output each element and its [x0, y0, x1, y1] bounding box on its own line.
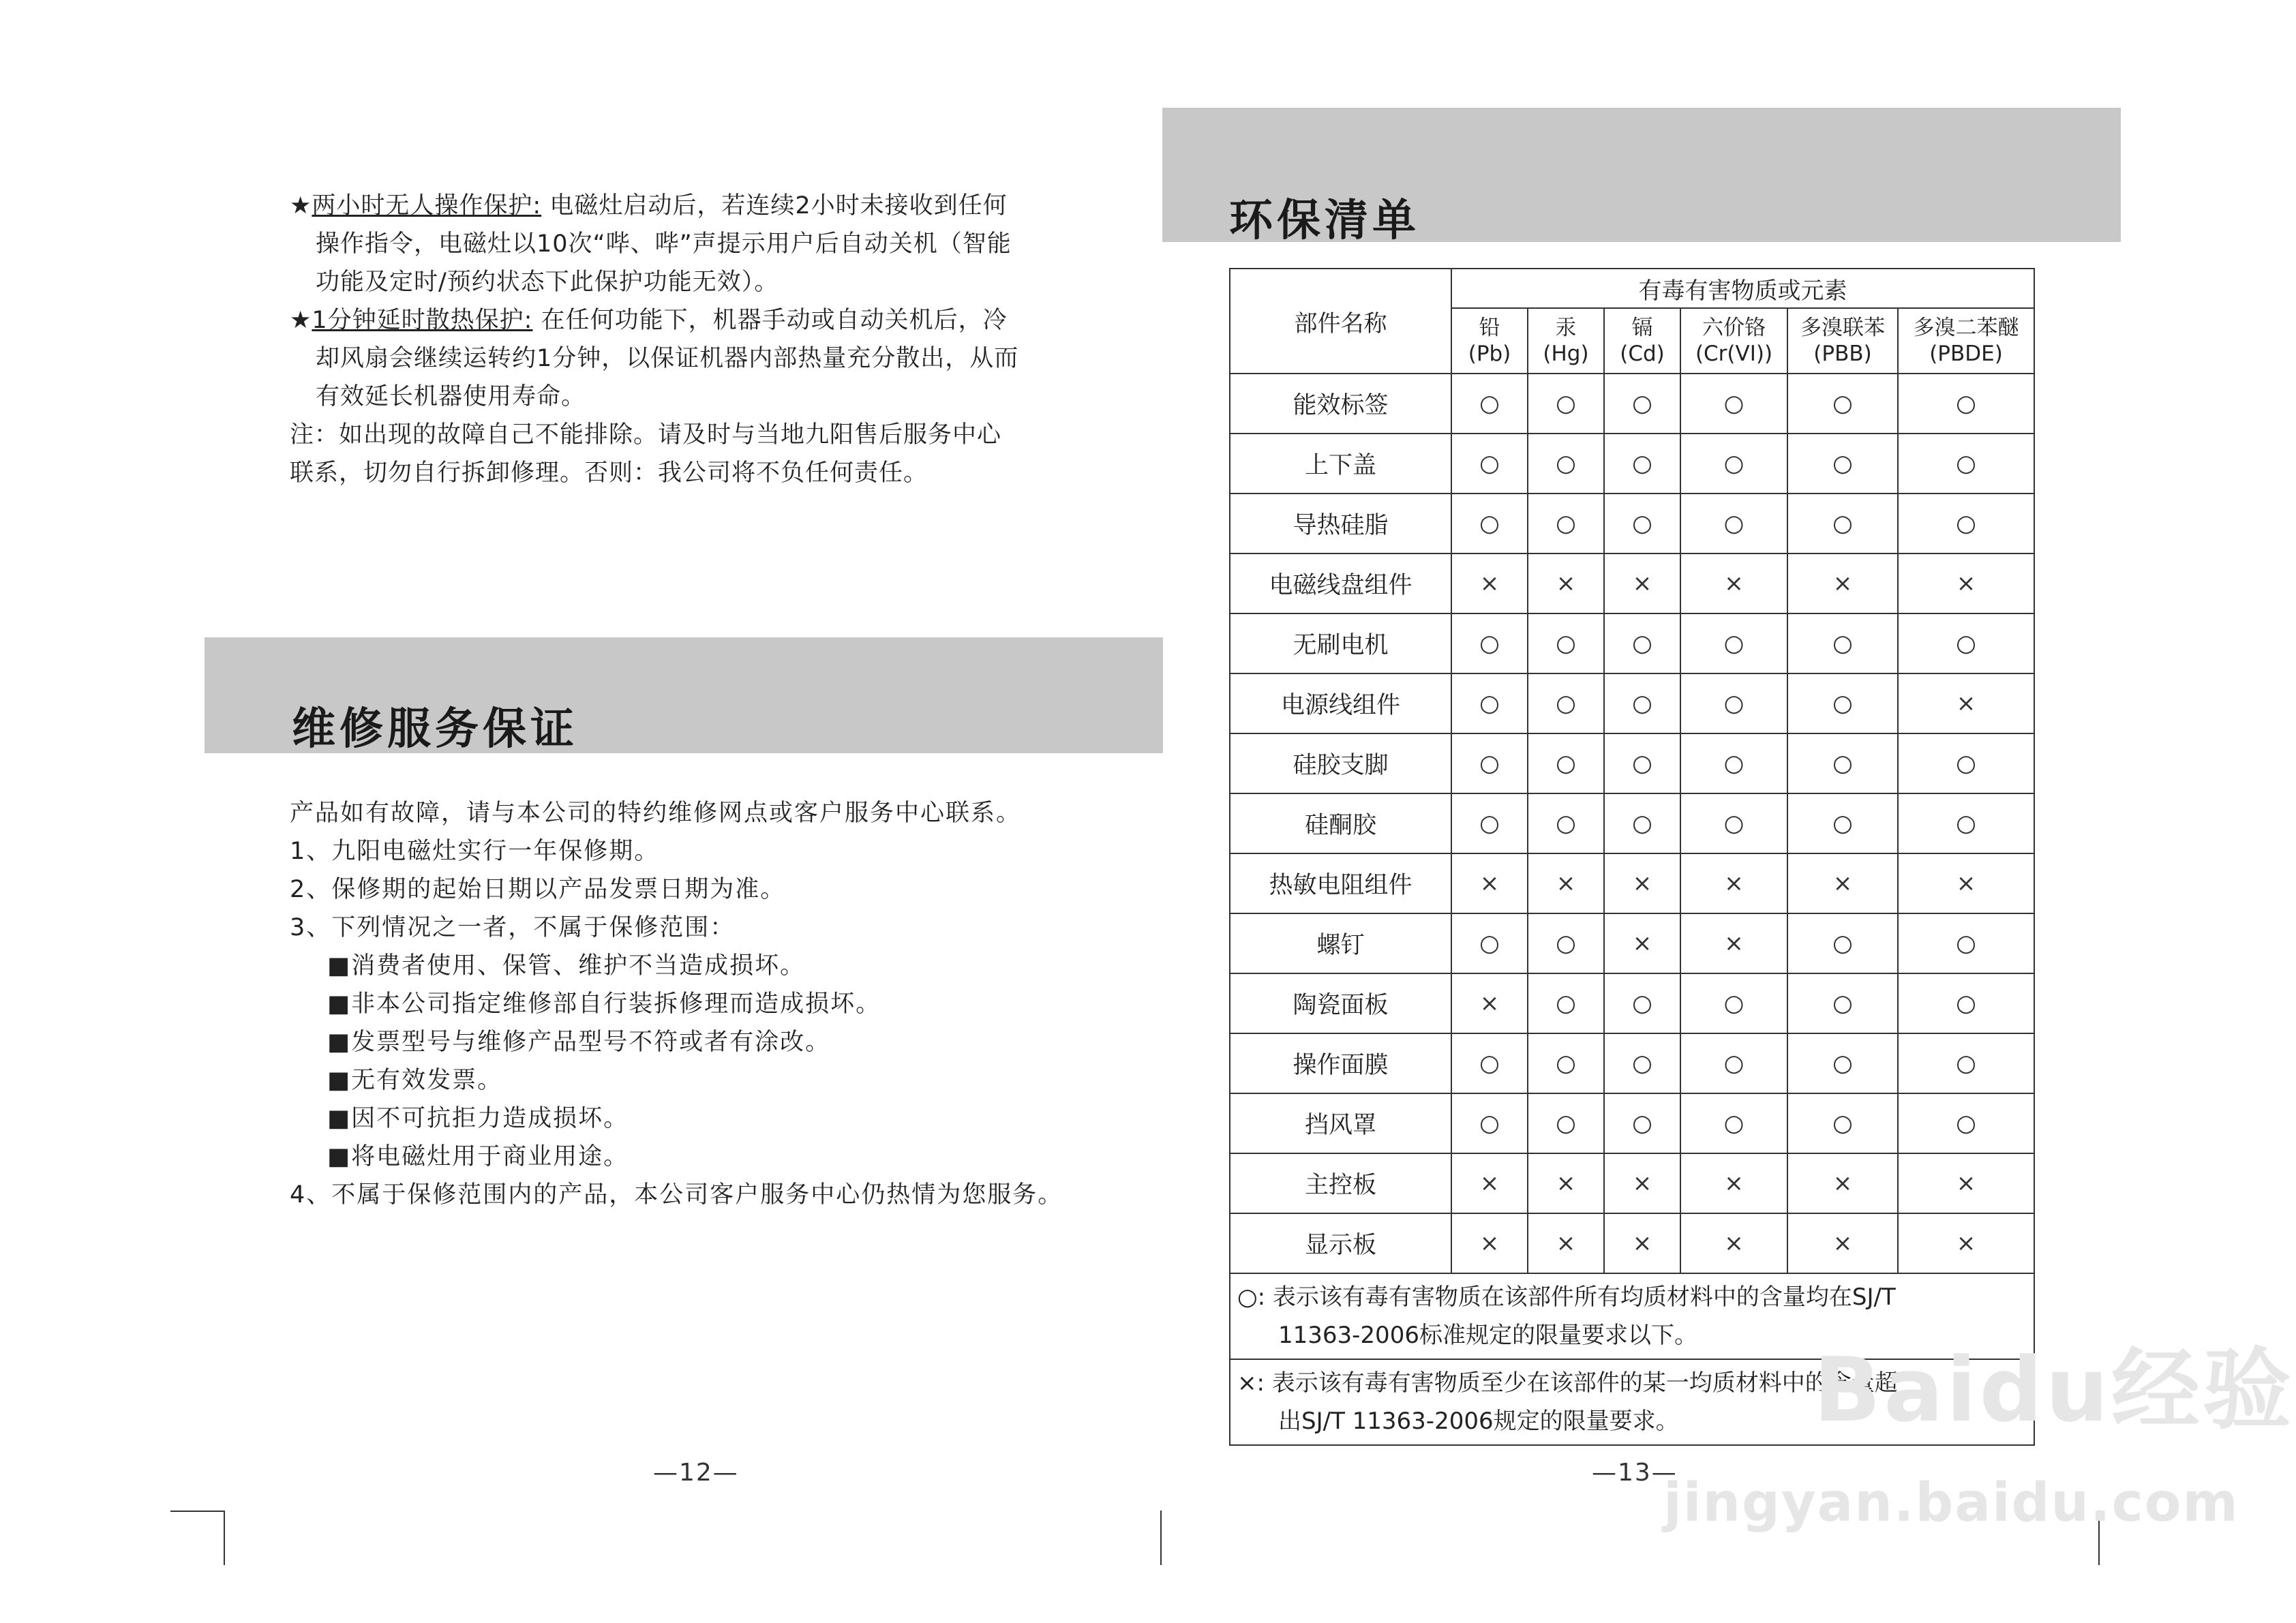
table-cell: × [1680, 553, 1787, 613]
table-row [1230, 853, 2034, 913]
col-header-substance: 镉 (Cd) [1604, 308, 1680, 374]
table-cell: ○ [1451, 913, 1528, 973]
legend-circle: ○: 表示该有毒有害物质在该部件所有均质材料中的含量均在SJ/T 11363-2006标准规定的限量要求以下。 [1230, 1273, 2034, 1359]
table-cell: × [1604, 553, 1680, 613]
table-cell: ○ [1451, 793, 1528, 853]
section-title-env: 环保清单 [1229, 196, 1420, 246]
table-cell: ○ [1898, 494, 2034, 553]
col-header-substance: 多溴二苯醚 (PBDE) [1898, 308, 2034, 374]
table-cell: × [1604, 913, 1680, 973]
table-row [1230, 1153, 2034, 1213]
list-item: ■发票型号与维修产品型号不符或者有涂改。 [327, 1029, 831, 1056]
table-cell: ○ [1898, 1033, 2034, 1093]
table-cell: ○ [1528, 793, 1604, 853]
table-cell: ○ [1528, 1033, 1604, 1093]
table-row [1230, 913, 2034, 973]
table-cell: ○ [1528, 434, 1604, 494]
table-cell: ○ [1787, 973, 1898, 1033]
table-cell: ○ [1451, 374, 1528, 434]
page-number-right: —13— [1592, 1459, 1678, 1487]
table-cell: ○ [1680, 973, 1787, 1033]
table-cell: ○ [1680, 434, 1787, 494]
table-cell: ○ [1898, 793, 2034, 853]
crop-mark [170, 1511, 225, 1512]
table-cell: × [1528, 1213, 1604, 1273]
section-title-service: 维修服务保证 [292, 704, 578, 755]
table-cell: ○ [1604, 374, 1680, 434]
part-name: 导热硅脂 [1230, 494, 1451, 553]
table-row [1230, 494, 2034, 553]
part-name: 螺钉 [1230, 913, 1451, 973]
table-cell: ○ [1787, 613, 1898, 673]
table-cell: × [1898, 853, 2034, 913]
table-cell: ○ [1604, 1093, 1680, 1153]
table-cell: × [1451, 973, 1528, 1033]
table-cell: ○ [1680, 1033, 1787, 1093]
table-row [1230, 793, 2034, 853]
table-cell: × [1787, 853, 1898, 913]
table-cell: × [1451, 553, 1528, 613]
table-cell: ○ [1604, 1033, 1680, 1093]
table-cell: ○ [1787, 913, 1898, 973]
list-item: ■无有效发票。 [327, 1067, 503, 1094]
table-cell: ○ [1451, 1093, 1528, 1153]
table-cell: ○ [1898, 973, 2034, 1033]
part-name: 陶瓷面板 [1230, 973, 1451, 1033]
crop-mark [1160, 1511, 1162, 1565]
note-one-minute: ★1分钟延时散热保护: 在任何功能下，机器手动或自动关机后，冷 [290, 307, 1008, 334]
group-header: 有毒有害物质或元素 [1451, 269, 2034, 308]
col-header-substance: 铅 (Pb) [1451, 308, 1528, 374]
crop-mark [224, 1511, 225, 1565]
table-cell: ○ [1604, 613, 1680, 673]
table-cell: ○ [1680, 793, 1787, 853]
table-cell: ○ [1451, 613, 1528, 673]
table-cell: ○ [1680, 1093, 1787, 1153]
table-row [1230, 1213, 2034, 1273]
col-header-substance: 多溴联苯 (PBB) [1787, 308, 1898, 374]
table-cell: ○ [1528, 1093, 1604, 1153]
table-cell: × [1604, 853, 1680, 913]
page-number-left: —12— [653, 1459, 739, 1487]
table-cell: ○ [1604, 973, 1680, 1033]
table-cell: ○ [1787, 733, 1898, 793]
table-cell: ○ [1528, 913, 1604, 973]
table-cell: × [1680, 853, 1787, 913]
table-cell: × [1787, 1153, 1898, 1213]
table-cell: ○ [1528, 494, 1604, 553]
table-cell: ○ [1680, 374, 1787, 434]
col-header-substance: 汞 (Hg) [1528, 308, 1604, 374]
table-cell: × [1680, 1153, 1787, 1213]
watermark-url: jingyan.baidu.com [1663, 1472, 2239, 1534]
table-cell: × [1898, 553, 2034, 613]
table-cell: ○ [1528, 973, 1604, 1033]
table-cell: ○ [1528, 613, 1604, 673]
table-cell: ○ [1787, 1093, 1898, 1153]
caution-line: 注：如出现的故障自己不能排除。请及时与当地九阳售后服务中心 [290, 421, 1002, 449]
table-cell: ○ [1528, 673, 1604, 733]
hazard-table [1229, 268, 2035, 1446]
table-cell: × [1528, 1153, 1604, 1213]
table-cell: ○ [1451, 733, 1528, 793]
watermark-logo: Baidu经验 [1813, 1338, 2294, 1442]
table-cell: ○ [1787, 793, 1898, 853]
table-cell: ○ [1528, 374, 1604, 434]
table-row [1230, 733, 2034, 793]
table-cell: × [1680, 1213, 1787, 1273]
part-name: 硅胶支脚 [1230, 733, 1451, 793]
table-cell: ○ [1680, 673, 1787, 733]
table-cell: ○ [1898, 1093, 2034, 1153]
table-cell: ○ [1604, 733, 1680, 793]
part-name: 热敏电阻组件 [1230, 853, 1451, 913]
table-cell: ○ [1604, 793, 1680, 853]
table-cell: ○ [1898, 374, 2034, 434]
part-name: 电磁线盘组件 [1230, 553, 1451, 613]
part-name: 能效标签 [1230, 374, 1451, 434]
table-cell: × [1604, 1153, 1680, 1213]
list-item: ■非本公司指定维修部自行装拆修理而造成损坏。 [327, 990, 881, 1018]
table-cell: × [1787, 1213, 1898, 1273]
part-name: 挡风罩 [1230, 1093, 1451, 1153]
table-row [1230, 1033, 2034, 1093]
table-cell: × [1528, 553, 1604, 613]
table-cell: × [1451, 1153, 1528, 1213]
service-list: 产品如有故障，请与本公司的特约维修网点或客户服务中心联系。 1、九阳电磁灶实行一年保修期。 2、保修期的起始日期以产品发票日期为准。 3、下列情况之一者，不属于保修范围： ■消费者使用、保管、维护不当造成损坏。 ■非本公司指定维修部自行装拆修理而造成损坏。 ■发票型号与维修产品型号不符或者有涂改。 ■无有效发票。 ■因不可抗拒力造成损坏。 ■将电磁灶用于商业用途。 4、不属于保修范围内的产品，本公司客户服务中心仍热情为您服务。 [290, 794, 1176, 1214]
table-cell: × [1898, 1213, 2034, 1273]
table-cell: ○ [1680, 494, 1787, 553]
table-row [1230, 1093, 2034, 1153]
table-row [1230, 673, 2034, 733]
list-item: ■将电磁灶用于商业用途。 [327, 1143, 629, 1170]
table-cell: ○ [1604, 434, 1680, 494]
table-cell: × [1680, 913, 1787, 973]
table-cell: × [1898, 673, 2034, 733]
table-cell: ○ [1451, 1033, 1528, 1093]
table-cell: ○ [1898, 913, 2034, 973]
list-item: ■消费者使用、保管、维护不当造成损坏。 [327, 952, 806, 980]
table-cell: ○ [1528, 733, 1604, 793]
table-cell: ○ [1451, 494, 1528, 553]
col-header-part: 部件名称 [1230, 269, 1451, 374]
note-two-hour: ★两小时无人操作保护: 电磁灶启动后，若连续2小时未接收到任何 [290, 192, 1008, 219]
table-cell: ○ [1680, 733, 1787, 793]
table-cell: × [1898, 1153, 2034, 1213]
table-cell: ○ [1680, 613, 1787, 673]
legend-cross: ×: 表示该有毒有害物质至少在该部件的某一均质材料中的含量超 出SJ/T 11363-2006规定的限量要求。 [1230, 1359, 2034, 1445]
part-name: 上下盖 [1230, 434, 1451, 494]
table-cell: × [1787, 553, 1898, 613]
table-cell: ○ [1898, 613, 2034, 673]
table-row [1230, 434, 2034, 494]
table-cell: ○ [1787, 673, 1898, 733]
table-cell: ○ [1604, 673, 1680, 733]
table-cell: × [1604, 1213, 1680, 1273]
table-cell: ○ [1604, 494, 1680, 553]
caution-line: 联系，切勿自行拆卸修理。否则：我公司将不负任何责任。 [290, 459, 928, 487]
part-name: 电源线组件 [1230, 673, 1451, 733]
table-row [1230, 553, 2034, 613]
table-cell: ○ [1787, 494, 1898, 553]
table-row [1230, 973, 2034, 1033]
protection-notes: ★两小时无人操作保护: 电磁灶启动后，若连续2小时未接收到任何 操作指令，电磁灶以10次“哔、哔”声提示用户后自动关机（智能 功能及定时/预约状态下此保护功能无效）。 ★1分钟延时散热保护: 在任何功能下，机器手动或自动关机后，冷 却风扇会继续运转约1分钟，以保证机器内部热量充分散出，从而 有效延长机器使用寿命。 注：如出现的故障自己不能排除。请及时与当地九阳售后服务中心 联系，切勿自行拆卸修理。否则：我公司将不负任何责任。 [290, 187, 1128, 492]
part-name: 主控板 [1230, 1153, 1451, 1213]
table-cell: × [1451, 853, 1528, 913]
list-item: ■因不可抗拒力造成损坏。 [327, 1105, 629, 1132]
part-name: 操作面膜 [1230, 1033, 1451, 1093]
table-cell: ○ [1898, 434, 2034, 494]
table-cell: ○ [1787, 434, 1898, 494]
table-cell: ○ [1451, 434, 1528, 494]
table-cell: ○ [1787, 374, 1898, 434]
part-name: 硅酮胶 [1230, 793, 1451, 853]
table-cell: × [1528, 853, 1604, 913]
table-cell: ○ [1787, 1033, 1898, 1093]
col-header-substance: 六价铬 (Cr(VI)) [1680, 308, 1787, 374]
table-row [1230, 374, 2034, 434]
part-name: 显示板 [1230, 1213, 1451, 1273]
table-cell: ○ [1451, 673, 1528, 733]
table-row [1230, 613, 2034, 673]
table-cell: × [1451, 1213, 1528, 1273]
table-cell: ○ [1898, 733, 2034, 793]
part-name: 无刷电机 [1230, 613, 1451, 673]
